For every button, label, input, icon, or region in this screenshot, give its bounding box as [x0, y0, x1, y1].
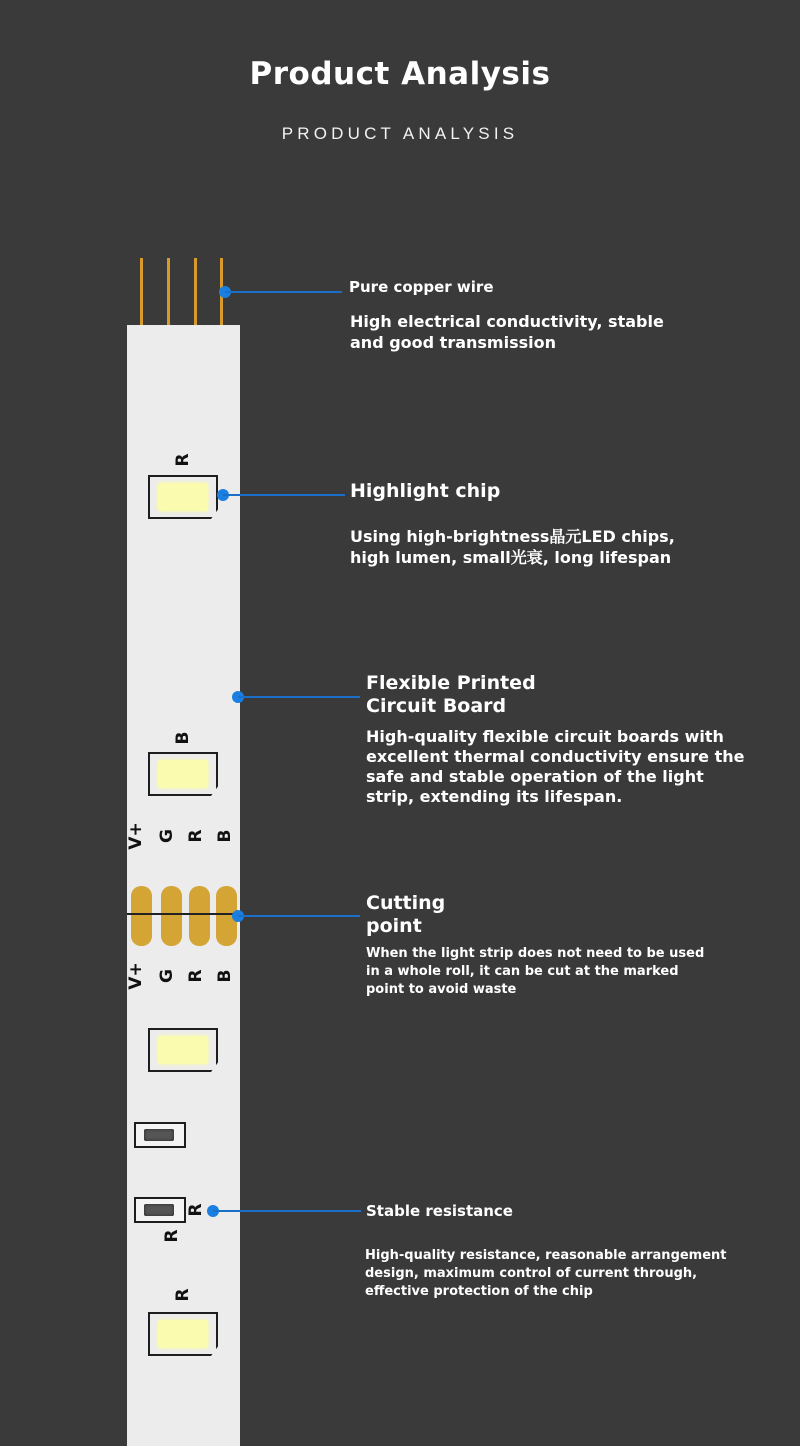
cutting-point-desc	[366, 945, 704, 999]
pin-label: V+	[126, 962, 146, 990]
pin-label: R	[186, 829, 206, 843]
cutting-point-title	[366, 892, 445, 938]
page-title: Product Analysis	[249, 56, 551, 92]
resistor-mark: R	[186, 1203, 206, 1217]
desc-line: High-quality resistance, reasonable arrangement	[365, 1248, 727, 1263]
resistor-mark: R	[162, 1229, 182, 1243]
desc-line: High electrical conductivity, stable	[350, 312, 664, 331]
desc-line: Using high-brightness晶元LED chips,	[350, 527, 675, 546]
stable-resistance-title: Stable resistance	[366, 1202, 513, 1220]
pin-label: B	[215, 969, 235, 983]
led-emitter	[158, 1320, 208, 1348]
title-line: Flexible Printed	[366, 672, 536, 694]
pointer-line	[238, 696, 360, 698]
title-line: Circuit Board	[366, 695, 507, 717]
solder-pad	[161, 886, 182, 946]
desc-line: safe and stable operation of the light	[366, 767, 704, 786]
copper-wire	[167, 258, 170, 326]
desc-line: strip, extending its lifespan.	[366, 787, 623, 806]
led-emitter	[158, 483, 208, 511]
desc-line: point to avoid waste	[366, 982, 517, 997]
pointer-line	[225, 291, 342, 293]
chip-mark: R	[173, 1288, 193, 1302]
copper-wire-title: Pure copper wire	[349, 278, 494, 296]
pointer-line	[213, 1210, 361, 1212]
desc-line: in a whole roll, it can be cut at the marked	[366, 964, 679, 979]
led-chip	[148, 752, 218, 796]
led-chip	[148, 475, 218, 519]
fpcb-title	[366, 672, 536, 718]
chip-mark: R	[173, 453, 193, 467]
led-emitter	[158, 760, 208, 788]
desc-line: and good transmission	[350, 333, 556, 352]
pin-label: V+	[126, 822, 146, 850]
pointer-line	[223, 494, 345, 496]
highlight-chip-title: Highlight chip	[350, 480, 501, 502]
solder-pad	[189, 886, 210, 946]
led-chip	[148, 1028, 218, 1072]
pointer-line	[238, 915, 360, 917]
desc-line: excellent thermal conductivity ensure the	[366, 747, 745, 766]
led-chip	[148, 1312, 218, 1356]
stable-resistance-desc	[365, 1247, 727, 1301]
copper-wire	[194, 258, 197, 326]
desc-line: high lumen, small光衰, long lifespan	[350, 548, 672, 567]
page-subtitle: PRODUCT ANALYSIS	[281, 124, 519, 143]
pin-label: R	[186, 969, 206, 983]
title-line: Cutting	[366, 892, 446, 914]
pin-label: B	[215, 829, 235, 843]
copper-wire-desc	[350, 311, 664, 353]
fpcb-desc	[366, 727, 745, 807]
desc-line: design, maximum control of current through,	[365, 1266, 698, 1281]
chip-mark: B	[173, 731, 193, 745]
highlight-chip-desc	[350, 526, 675, 568]
desc-line: High-quality flexible circuit boards with	[366, 727, 724, 746]
resistor	[134, 1122, 186, 1148]
resistor-body	[144, 1129, 174, 1141]
desc-line: effective protection of the chip	[365, 1284, 593, 1299]
led-emitter	[158, 1036, 208, 1064]
solder-pad	[131, 886, 152, 946]
title-line: point	[366, 915, 422, 937]
desc-line: When the light strip does not need to be used	[366, 946, 705, 961]
resistor-body	[144, 1204, 174, 1216]
pin-label: G	[157, 829, 177, 843]
copper-wire	[140, 258, 143, 326]
pin-label: G	[157, 969, 177, 983]
cut-line	[127, 913, 240, 915]
resistor	[134, 1197, 186, 1223]
